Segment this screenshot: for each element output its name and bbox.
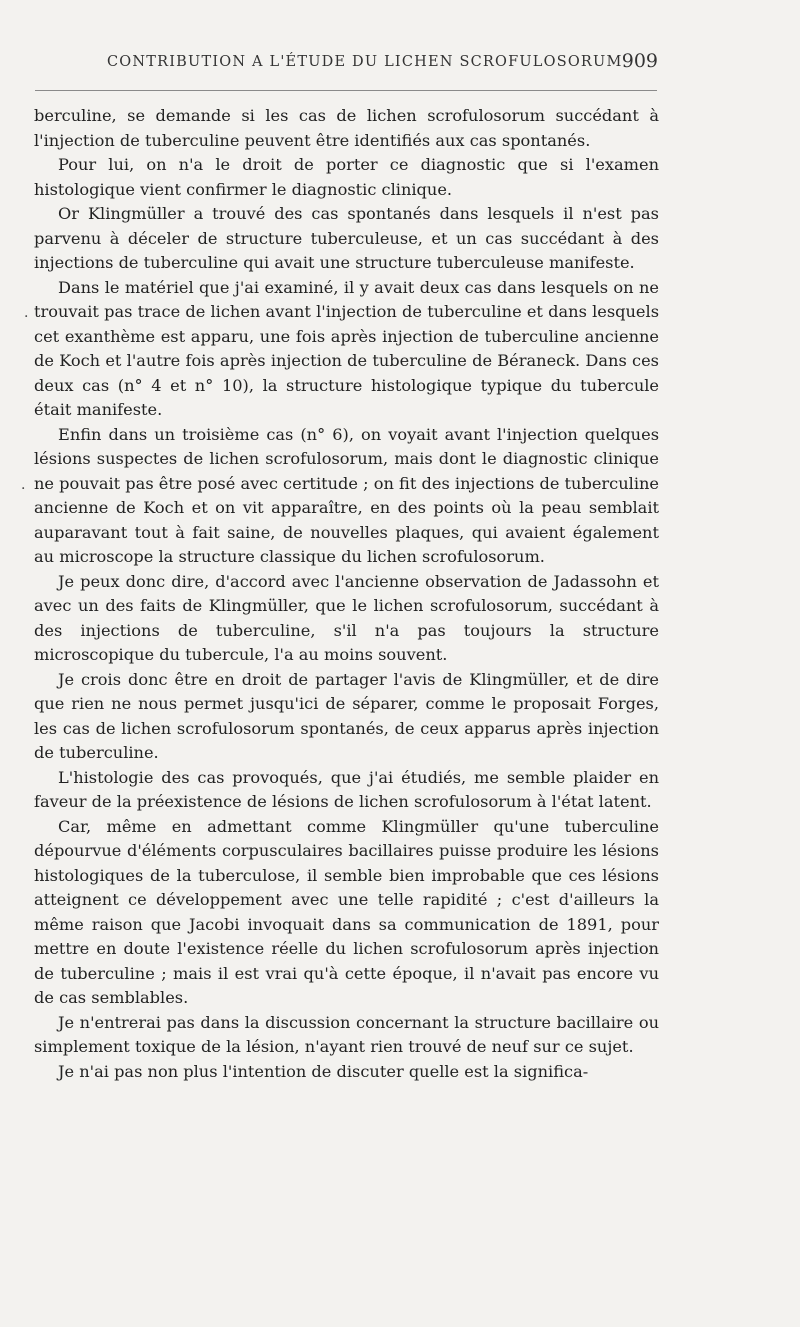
paragraph-3: Or Klingmüller a trouvé des cas spontanés dans lesquels il n'est pas parvenu à déceler de structure tuberculeuse, et un cas succédant à des injections de tuberculine qui avait une structure tuberculeuse manifeste. <box>34 204 659 272</box>
paragraph-5: Enfin dans un troisième cas (n° 6), on voyait avant l'injection quelques lésions suspectes de lichen scrofulosorum, mais dont le diagnostic clinique ne pouvait pas être posé avec certitude ; on fit des injections de tuberculine ancienne de Koch et on vit apparaître, en des points où la peau semblait auparavant tout à fait saine, de nouvelles plaques, qui avaient également au microscope la structure classique du lichen scrofulosorum. <box>34 424 660 566</box>
paragraph-2: Pour lui, on n'a le droit de porter ce diagnostic que si l'examen histologique vient confirmer le diagnostic clinique. <box>34 155 659 199</box>
page-header <box>34 46 658 86</box>
paragraph-7: Je crois donc être en droit de partager l'avis de Klingmüller, et de dire que rien ne nous permet jusqu'ici de séparer, comme le proposait Forges, les cas de lichen scrofulosorum spontanés, de ceux apparus après injection de tuberculine. <box>34 669 659 762</box>
body-text <box>34 104 659 1084</box>
paragraph-8: L'histologie des cas provoqués, que j'ai étudiés, me semble plaider en faveur de la préexistence de lésions de lichen scrofulosorum à l'état latent. <box>34 767 659 811</box>
margin-dot-lower: · <box>21 481 26 497</box>
running-title: CONTRIBUTION A L'ÉTUDE DU LICHEN SCROFULOSORUM <box>107 54 623 70</box>
paragraph-11: Je n'ai pas non plus l'intention de discuter quelle est la significa- <box>58 1061 589 1081</box>
header-rule <box>35 90 657 91</box>
paragraph-1: berculine, se demande si les cas de lichen scrofulosorum succédant à l'injection de tuberculine peuvent être identifiés aux cas spontanés. <box>34 106 659 150</box>
page-number: 909 <box>621 50 658 72</box>
paragraph-4: Dans le matériel que j'ai examiné, il y avait deux cas dans lesquels on ne trouvait pas trace de lichen avant l'injection de tuberculine et dans lesquels cet exanthème est apparu, une fois après injection de tuberculine ancienne de Koch et l'autre fois après injection de tuberculine de Béraneck. Dans ces deux cas (n° 4 et n° 10), la structure histologique typique du tubercule était manifeste. <box>34 277 659 419</box>
paragraph-9: Car, même en admettant comme Klingmüller qu'une tuberculine dépourvue d'éléments corpusculaires bacillaires puisse produire les lésions histologiques de la tuberculose, il semble bien improbable que ces lésions atteignent ce développement avec une telle rapidité ; c'est d'ailleurs la même raison que Jacobi invoquait dans sa communication de 1891, pour mettre en doute l'existence réelle du lichen scrofulosorum après injection de tuberculine ; mais il est vrai qu'à cette époque, il n'avait pas encore vu de cas semblables. <box>34 816 659 1007</box>
margin-dot-upper: · <box>24 309 29 325</box>
paragraph-6: Je peux donc dire, d'accord avec l'ancienne observation de Jadassohn et avec un des faits de Klingmüller, que le lichen scrofulosorum, succédant à des injections de tuberculine, s'il n'a pas toujours la structure microscopique du tubercule, l'a au moins souvent. <box>34 571 659 664</box>
paragraph-10: Je n'entrerai pas dans la discussion concernant la structure bacillaire ou simplement toxique de la lésion, n'ayant rien trouvé de neuf sur ce sujet. <box>34 1012 659 1056</box>
